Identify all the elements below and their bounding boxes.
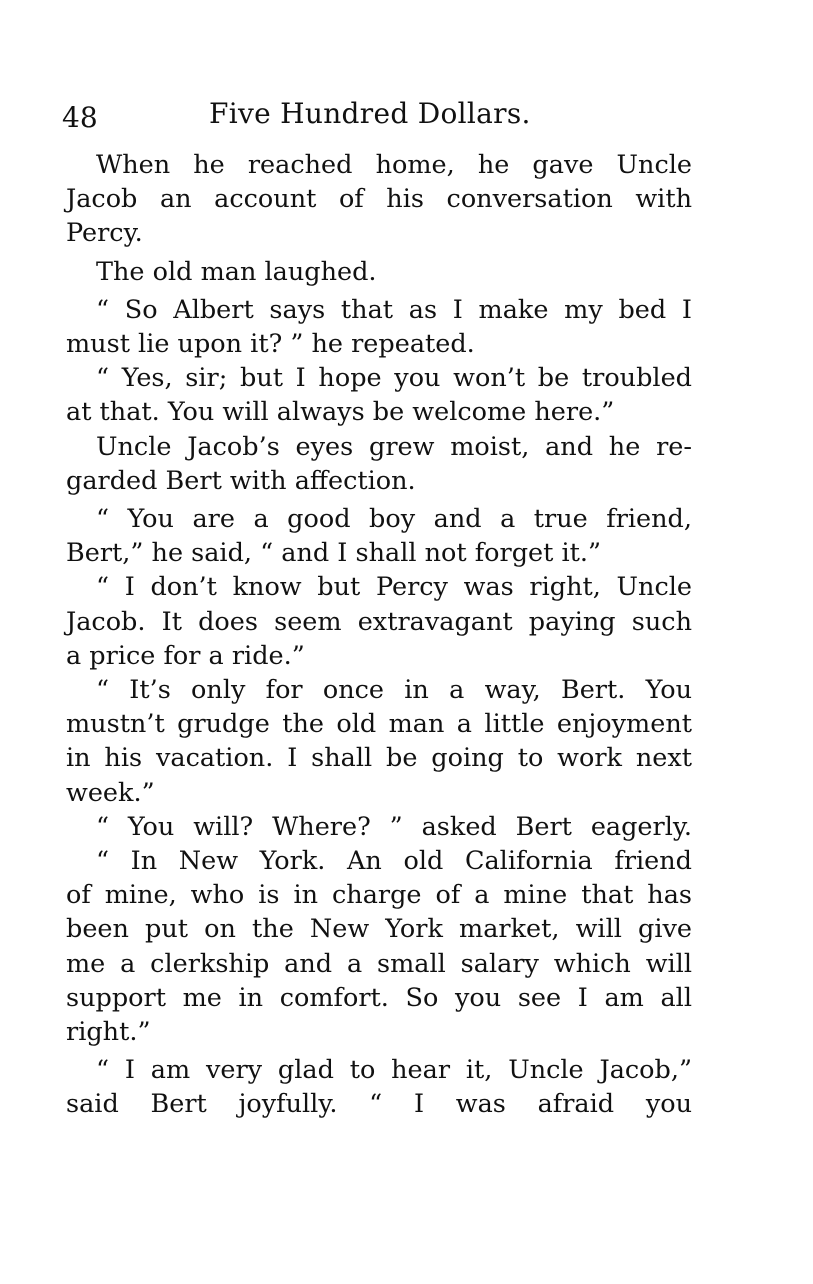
text-line: “ You are a good boy and a true friend, bbox=[96, 504, 692, 535]
paragraph bbox=[66, 361, 692, 429]
text-line: “ Yes, sir; but I hope you won’t be troubled bbox=[96, 363, 692, 394]
text-line: a price for a ride.” bbox=[66, 640, 305, 671]
text-line: at that. You will always be welcome here.” bbox=[66, 397, 615, 428]
text-line: Jacob. It does seem extravagant paying such bbox=[66, 606, 692, 637]
paragraph bbox=[66, 255, 692, 289]
text-line: week.” bbox=[66, 777, 155, 808]
running-title: Five Hundred Dollars. bbox=[209, 97, 531, 130]
text-line: of mine, who is in charge of a mine that has bbox=[66, 880, 692, 911]
page-header bbox=[62, 92, 692, 136]
text-line: “ In New York. An old California friend bbox=[96, 846, 692, 877]
text-line: “ It’s only for once in a way, Bert. You bbox=[96, 675, 692, 706]
paragraph bbox=[66, 570, 692, 673]
text-line: garded Bert with affection. bbox=[66, 465, 416, 496]
text-line: “ You will? Where? ” asked Bert eagerly. bbox=[96, 811, 692, 842]
text-line: The old man laughed. bbox=[96, 256, 377, 287]
paragraph bbox=[66, 1053, 692, 1121]
text-line: must lie upon it? ” he repeated. bbox=[66, 329, 475, 360]
paragraph bbox=[66, 430, 692, 498]
text-line: Uncle Jacob’s eyes grew moist, and he re- bbox=[96, 431, 692, 462]
text-line: mustn’t grudge the old man a little enjoyment bbox=[66, 709, 692, 740]
body-text bbox=[66, 148, 692, 1122]
text-line: support me in comfort. So you see I am all bbox=[66, 982, 692, 1013]
page-number: 48 bbox=[62, 101, 98, 134]
text-line: When he reached home, he gave Uncle bbox=[96, 150, 692, 180]
text-line: Bert,” he said, “ and I shall not forget it.” bbox=[66, 538, 602, 569]
paragraph bbox=[66, 844, 692, 1049]
text-line: Jacob an account of his conversation with bbox=[66, 184, 692, 215]
text-line: “ I am very glad to hear it, Uncle Jacob,” bbox=[96, 1055, 692, 1086]
text-line: Percy. bbox=[66, 218, 143, 249]
paragraph bbox=[66, 673, 692, 810]
paragraph bbox=[66, 502, 692, 570]
text-line: said Bert joyfully. “ I was afraid you bbox=[66, 1089, 692, 1120]
text-line: in his vacation. I shall be going to work next bbox=[66, 743, 692, 774]
text-line: right.” bbox=[66, 1017, 151, 1048]
paragraph bbox=[66, 148, 692, 251]
text-line: me a clerkship and a small salary which will bbox=[66, 948, 692, 979]
text-line: “ So Albert says that as I make my bed I bbox=[96, 294, 692, 325]
paragraph bbox=[66, 293, 692, 361]
paragraph bbox=[66, 810, 692, 844]
text-line: “ I don’t know but Percy was right, Uncle bbox=[96, 572, 692, 603]
text-line: been put on the New York market, will give bbox=[66, 914, 692, 945]
